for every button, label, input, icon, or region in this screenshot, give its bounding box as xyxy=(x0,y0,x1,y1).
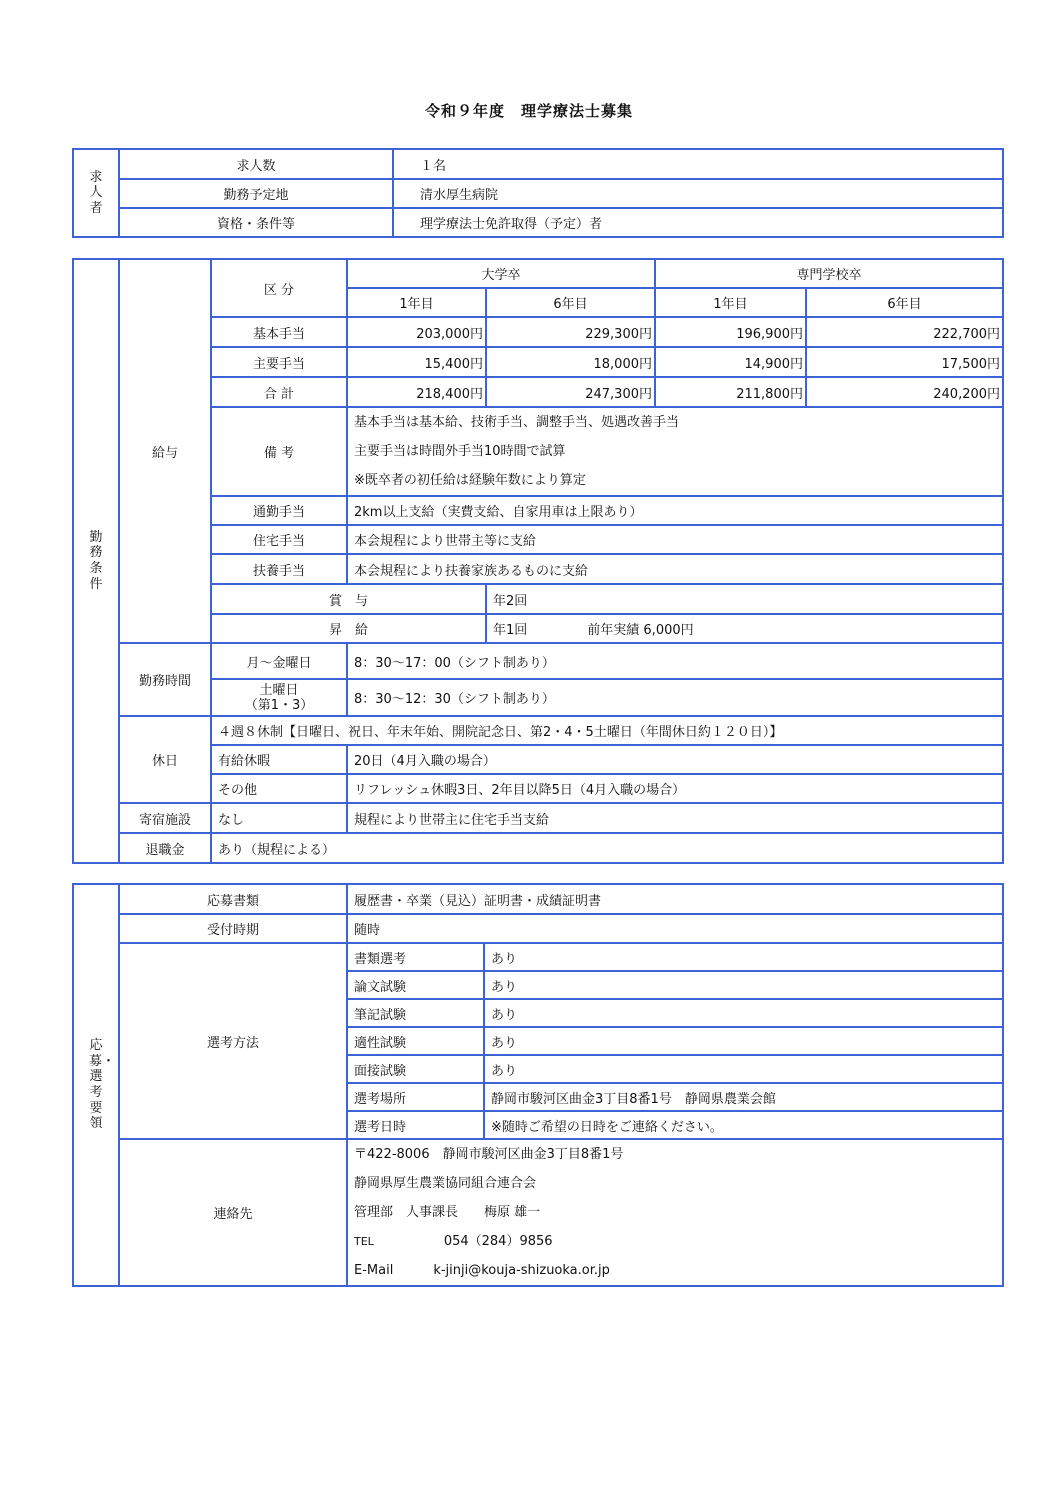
selection-item-label: 選考場所 xyxy=(347,1083,484,1111)
selection-item-label: 面接試験 xyxy=(347,1055,484,1083)
salary-label: 給与 xyxy=(119,259,211,643)
family-value: 本会規程により扶養家族あるものに支給 xyxy=(347,554,1003,584)
college-header: 専門学校卒 xyxy=(655,259,1003,288)
housing-label: 住宅手当 xyxy=(211,525,347,554)
conditions-section-label: 勤務条件 xyxy=(73,259,119,863)
raise-amount: 前年実績 6,000円 xyxy=(587,623,694,638)
page-title: 令和９年度 理学療法士募集 xyxy=(424,102,633,120)
main-allowance-label: 主要手当 xyxy=(211,347,347,377)
bonus-value: 年2回 xyxy=(486,584,1003,614)
qualification-label: 資格・条件等 xyxy=(119,208,393,237)
univ-year6-header: 6年目 xyxy=(486,288,655,317)
tel-number: 054（284）9856 xyxy=(443,1234,553,1249)
selection-item-value: あり xyxy=(484,999,1003,1027)
selection-item-value: あり xyxy=(484,971,1003,999)
selection-item-value: ※随時ご希望の日時をご連絡ください。 xyxy=(484,1111,1003,1139)
docs-value: 履歴書・卒業（見込）証明書・成績証明書 xyxy=(347,884,1003,914)
weekday-hours: 8：30～17：00（シフト制あり） xyxy=(347,643,1003,679)
raise-value xyxy=(486,614,1003,643)
selection-item-label: 論文試験 xyxy=(347,971,484,999)
contact-value xyxy=(347,1139,1003,1286)
raise-frequency: 年1回 xyxy=(493,623,528,638)
retirement-label: 退職金 xyxy=(119,833,211,863)
bonus-label: 賞 与 xyxy=(211,584,486,614)
basic-pay-univ-6: 229,300円 xyxy=(486,317,655,347)
contact-person: 管理部 人事課長 梅原 雄一 xyxy=(354,1205,541,1220)
holiday-label: 休日 xyxy=(119,716,211,803)
workplace-value: 清水厚生病院 xyxy=(393,179,1003,208)
basic-pay-label: 基本手当 xyxy=(211,317,347,347)
saturday-label xyxy=(211,679,347,716)
selection-item-label: 筆記試験 xyxy=(347,999,484,1027)
college-year6-header: 6年目 xyxy=(806,288,1003,317)
period-label: 受付時期 xyxy=(119,914,347,943)
docs-label: 応募書類 xyxy=(119,884,347,914)
hours-label: 勤務時間 xyxy=(119,643,211,716)
application-table xyxy=(72,883,1004,1287)
saturday-hours: 8：30～12：30（シフト制あり） xyxy=(347,679,1003,716)
mail-label: E-Mail xyxy=(354,1263,394,1278)
total-label: 合 計 xyxy=(211,377,347,407)
dorm-note: 規程により世帯主に住宅手当支給 xyxy=(347,803,1003,833)
mail-address[interactable]: k-jinji@kouja-shizuoka.or.jp xyxy=(433,1263,610,1278)
basic-pay-univ-1: 203,000円 xyxy=(347,317,486,347)
selection-item-value: あり xyxy=(484,1055,1003,1083)
basic-pay-college-6: 222,700円 xyxy=(806,317,1003,347)
saturday-label-line1: 土曜日 xyxy=(259,682,299,698)
selection-item-value: あり xyxy=(484,943,1003,971)
total-college-6: 240,200円 xyxy=(806,377,1003,407)
selection-item-value: 静岡市駿河区曲金3丁目8番1号 静岡県農業会館 xyxy=(484,1083,1003,1111)
remarks-value xyxy=(347,407,1003,496)
retirement-value: あり（規程による） xyxy=(211,833,1003,863)
dorm-label: 寄宿施設 xyxy=(119,803,211,833)
selection-item-label: 書類選考 xyxy=(347,943,484,971)
paid-leave-label: 有給休暇 xyxy=(211,745,347,774)
commute-label: 通勤手当 xyxy=(211,496,347,525)
selection-item-value: あり xyxy=(484,1027,1003,1055)
univ-year1-header: 1年目 xyxy=(347,288,486,317)
application-section-label: 応募・選考要領 xyxy=(73,884,119,1286)
recruit-count-value: １名 xyxy=(393,149,1003,179)
workplace-label: 勤務予定地 xyxy=(119,179,393,208)
basic-pay-college-1: 196,900円 xyxy=(655,317,806,347)
contact-label: 連絡先 xyxy=(119,1139,347,1286)
family-label: 扶養手当 xyxy=(211,554,347,584)
other-leave-value: リフレッシュ休暇3日、2年目以降5日（4月入職の場合） xyxy=(347,774,1003,803)
recruit-table xyxy=(72,148,1004,238)
selection-label: 選考方法 xyxy=(119,943,347,1139)
contact-tel xyxy=(354,1227,996,1256)
paid-leave-value: 20日（4月入職の場合） xyxy=(347,745,1003,774)
remark-line: 主要手当は時間外手当10時間で試算 xyxy=(354,444,566,459)
recruit-count-label: 求人数 xyxy=(119,149,393,179)
main-allowance-college-1: 14,900円 xyxy=(655,347,806,377)
other-leave-label: その他 xyxy=(211,774,347,803)
tel-label: TEL xyxy=(354,1235,374,1248)
contact-org: 静岡県厚生農業協同組合連合会 xyxy=(354,1176,537,1191)
dorm-value: なし xyxy=(211,803,347,833)
saturday-label-line2: （第1・3） xyxy=(244,697,314,713)
period-value: 随時 xyxy=(347,914,1003,943)
commute-value: 2km以上支給（実費支給、自家用車は上限あり） xyxy=(347,496,1003,525)
total-univ-1: 218,400円 xyxy=(347,377,486,407)
main-allowance-univ-1: 15,400円 xyxy=(347,347,486,377)
housing-value: 本会規程により世帯主等に支給 xyxy=(347,525,1003,554)
main-allowance-college-6: 17,500円 xyxy=(806,347,1003,377)
remark-line: 基本手当は基本給、技術手当、調整手当、処遇改善手当 xyxy=(354,415,680,430)
contact-address: 〒422-8006 静岡市駿河区曲金3丁目8番1号 xyxy=(354,1147,624,1162)
remark-line: ※既卒者の初任給は経験年数により算定 xyxy=(354,473,586,488)
qualification-value: 理学療法士免許取得（予定）者 xyxy=(393,208,1003,237)
main-allowance-univ-6: 18,000円 xyxy=(486,347,655,377)
total-univ-6: 247,300円 xyxy=(486,377,655,407)
conditions-table xyxy=(72,258,1004,864)
raise-label: 昇 給 xyxy=(211,614,486,643)
selection-item-label: 適性試験 xyxy=(347,1027,484,1055)
total-college-1: 211,800円 xyxy=(655,377,806,407)
univ-header: 大学卒 xyxy=(347,259,655,288)
selection-item-label: 選考日時 xyxy=(347,1111,484,1139)
recruit-section-label: 求人者 xyxy=(73,149,119,237)
weekday-label: 月～金曜日 xyxy=(211,643,347,679)
college-year1-header: 1年目 xyxy=(655,288,806,317)
holiday-value: ４週８休制【日曜日、祝日、年末年始、開院記念日、第2・4・5土曜日（年間休日約１２０日）】 xyxy=(211,716,1003,745)
division-label: 区 分 xyxy=(211,259,347,317)
remarks-label: 備 考 xyxy=(211,407,347,496)
contact-mail xyxy=(354,1256,996,1285)
